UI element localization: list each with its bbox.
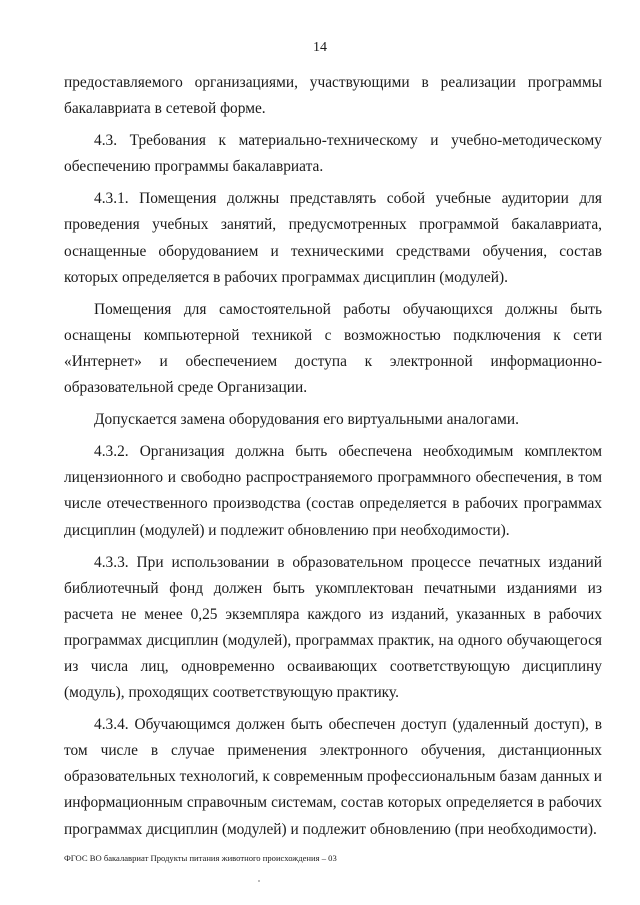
document-body [64,70,602,849]
paragraph-virtual-analogs: Допускается замена оборудования его виртуальными аналогами. [94,411,519,429]
paragraph-section-4-3: 4.3. Требования к материально-техническому и учебно-методическому обеспечению программы бакалавриата. [64,132,602,176]
paragraph-section-4-3-3: 4.3.3. При использовании в образовательном процессе печатных изданий библиотечный фонд должен быть укомплектован печатными изданиями из расчета не менее 0,25 экземпляра каждого из изданий, указанных в рабочих программах дисциплин (модулей), программах практик, на одного обучающегося из числа лиц, одновременно осваивающих соответствующую дисциплину (модуль), проходящих соответствующую практику. [64,553,602,702]
scan-speck [258,880,260,882]
paragraph-continuation: предоставляемого организациями, участвующими в реализации программы бакалавриата в сетевой форме. [64,74,602,118]
page-footer: ФГОС ВО бакалавриат Продукты питания животного происхождения – 03 [64,853,337,863]
paragraph-section-4-3-4: 4.3.4. Обучающимся должен быть обеспечен доступ (удаленный доступ), в том числе в случае применения электронного обучения, дистанционных образовательных технологий, к современным профессиональным базам данных и информационным справочным системам, состав которых определяется в рабочих программах дисциплин (модулей) и подлежит обновлению (при необходимости). [64,716,602,838]
paragraph-self-study-rooms: Помещения для самостоятельной работы обучающихся должны быть оснащены компьютерной техникой с возможностью подключения к сети «Интернет» и обеспечением доступа к электронной информационно-образовательной среде Организации. [64,300,602,397]
page-number: 14 [313,40,327,55]
paragraph-section-4-3-2: 4.3.2. Организация должна быть обеспечена необходимым комплектом лицензионного и свободно распространяемого программного обеспечения, в том числе отечественного производства (состав определяется в рабочих программах дисциплин (модулей) и подлежит обновлению при необходимости). [64,443,602,539]
paragraph-section-4-3-1: 4.3.1. Помещения должны представлять собой учебные аудитории для проведения учебных занятий, предусмотренных программой бакалавриата, оснащенные оборудованием и техническими средствами обучения, состав которых определяется в рабочих программах дисциплин (модулей). [64,190,602,286]
